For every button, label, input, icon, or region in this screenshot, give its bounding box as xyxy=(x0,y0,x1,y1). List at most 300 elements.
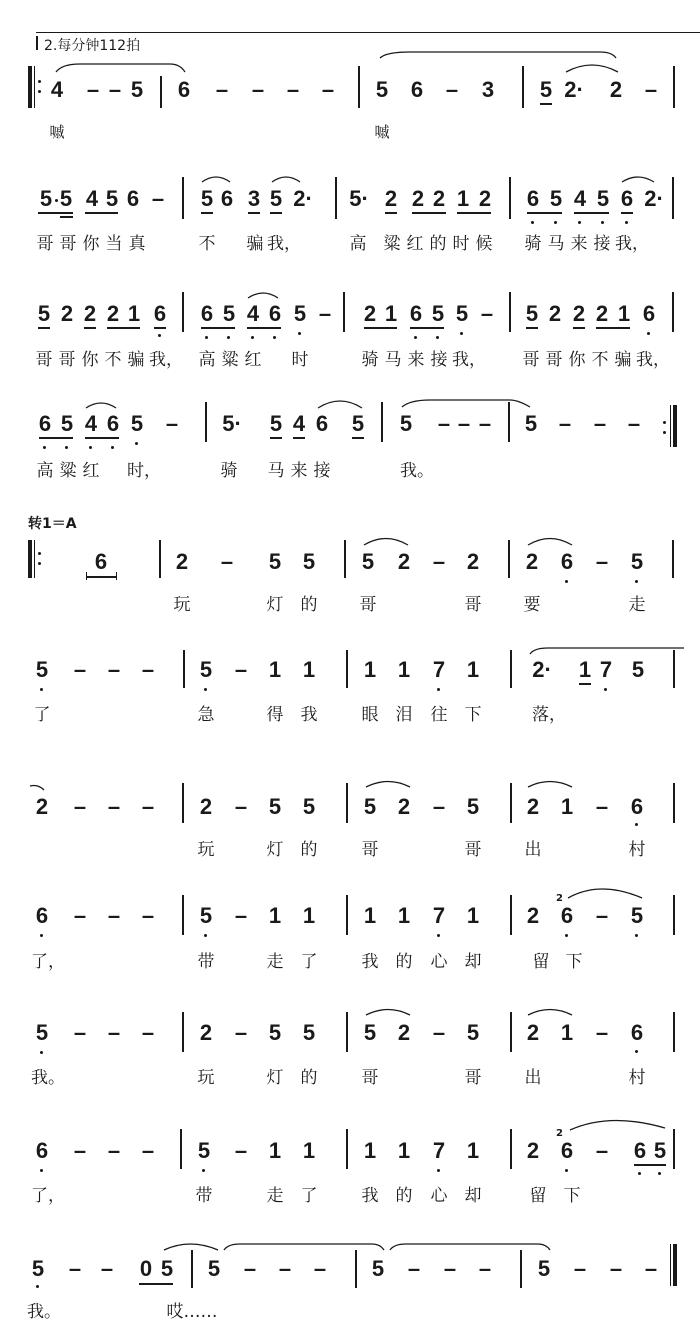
lyric: 落， xyxy=(532,705,566,725)
lyric: 灯 xyxy=(266,1068,284,1088)
note: 2 xyxy=(384,186,398,211)
lyric: 哥 xyxy=(464,1068,482,1088)
lyric: 接 xyxy=(313,461,331,481)
lyric: 来 xyxy=(407,350,425,370)
note: 7 xyxy=(599,657,613,682)
lyric: 出 xyxy=(524,840,542,860)
note: 2 xyxy=(199,1020,213,1045)
lyric: 我 xyxy=(361,952,379,972)
note: 5 xyxy=(268,794,282,819)
dash: – xyxy=(443,1256,457,1281)
note: 6 xyxy=(560,549,574,574)
dash: – xyxy=(73,657,87,682)
dash: – xyxy=(595,1138,609,1163)
note: 5 xyxy=(302,1020,316,1045)
lyric: 高 xyxy=(36,461,54,481)
note: 2 xyxy=(466,549,480,574)
lyric: 却 xyxy=(464,952,482,972)
slur xyxy=(202,177,230,182)
dash: – xyxy=(234,1020,248,1045)
note: 1 xyxy=(617,301,631,326)
lyric: 我， xyxy=(452,350,486,370)
dash: – xyxy=(151,186,165,211)
note: 5 xyxy=(37,301,51,326)
lyric: 我。 xyxy=(31,1068,65,1088)
lyric: 嘁 xyxy=(49,123,65,141)
note: 5 xyxy=(199,657,213,682)
dash: – xyxy=(595,903,609,928)
lyric: 高 xyxy=(198,350,216,370)
dash: – xyxy=(107,794,121,819)
dash: – xyxy=(644,77,658,102)
slur xyxy=(528,1010,572,1016)
note: 5 xyxy=(431,301,445,326)
note: 5 xyxy=(293,301,307,326)
lyric: 的 xyxy=(395,1186,413,1206)
note: 2 xyxy=(526,903,540,928)
note: 1 xyxy=(560,794,574,819)
note: 1 xyxy=(363,657,377,682)
note: 5 xyxy=(525,301,539,326)
lyric: 高 xyxy=(349,234,367,254)
dash: – xyxy=(108,77,122,102)
note: 2 xyxy=(525,549,539,574)
lyric: 骑 xyxy=(524,234,542,254)
note: 6 xyxy=(200,301,214,326)
note: 5 xyxy=(130,411,144,436)
slur xyxy=(56,64,185,72)
dash: – xyxy=(437,411,451,436)
note: 5 xyxy=(363,794,377,819)
note: 4 xyxy=(84,411,98,436)
note: 7 xyxy=(432,657,446,682)
dash: – xyxy=(220,549,234,574)
lyric: 眼 xyxy=(361,705,379,725)
note: 6 xyxy=(409,301,423,326)
note: 5 xyxy=(269,186,283,211)
note: 2 xyxy=(397,1020,411,1045)
lyric: 泪 xyxy=(395,705,413,725)
note: 6 xyxy=(268,301,282,326)
note: 6 xyxy=(620,186,634,211)
note: 5 xyxy=(269,411,283,436)
slur xyxy=(528,782,572,788)
slur xyxy=(366,782,410,788)
lyric: 来 xyxy=(290,461,308,481)
note: 2 xyxy=(548,301,562,326)
lyric: 不 xyxy=(104,350,122,370)
dash: – xyxy=(478,411,492,436)
slur xyxy=(164,1244,218,1250)
note: 6 xyxy=(38,411,52,436)
lyric: 红 xyxy=(244,350,262,370)
note: 2· xyxy=(644,186,664,211)
note: 1 xyxy=(466,657,480,682)
note: 5 xyxy=(59,186,73,211)
lyric: 哎…… xyxy=(166,1302,218,1322)
note: 1 xyxy=(397,657,411,682)
slur xyxy=(566,65,618,72)
note: 0 xyxy=(139,1256,153,1281)
lyric: 你 xyxy=(568,350,586,370)
note: 1 xyxy=(363,1138,377,1163)
dash: – xyxy=(573,1256,587,1281)
dash: – xyxy=(141,657,155,682)
lyric: 嘁 xyxy=(374,123,390,141)
note: 2 xyxy=(478,186,492,211)
lyric: 哥 xyxy=(361,1068,379,1088)
note: 2 xyxy=(572,301,586,326)
dash: – xyxy=(457,411,471,436)
dash: – xyxy=(107,1020,121,1045)
note: 2 xyxy=(35,794,49,819)
note: 1 xyxy=(127,301,141,326)
note: 6 xyxy=(177,77,191,102)
dash: – xyxy=(234,1138,248,1163)
lyric: 候 xyxy=(475,234,493,254)
note: 5 xyxy=(160,1256,174,1281)
slur xyxy=(380,52,616,58)
note: 5 xyxy=(35,1020,49,1045)
note: 5 xyxy=(105,186,119,211)
note: 2 xyxy=(106,301,120,326)
lyric: 哥 xyxy=(59,234,77,254)
dash: – xyxy=(73,794,87,819)
lyric: 我 xyxy=(361,1186,379,1206)
lyric: 了 xyxy=(300,1186,318,1206)
lyric: 的 xyxy=(300,595,318,615)
lyric: 时 xyxy=(452,234,470,254)
lyric: 留 xyxy=(532,952,550,972)
dash: – xyxy=(141,1020,155,1045)
note: 6 xyxy=(630,1020,644,1045)
dash: – xyxy=(141,794,155,819)
lyric: 带 xyxy=(197,952,215,972)
dash: – xyxy=(478,1256,492,1281)
slur xyxy=(366,1010,410,1016)
slur xyxy=(530,648,684,654)
lyric: 红 xyxy=(406,234,424,254)
dash: – xyxy=(243,1256,257,1281)
dash: – xyxy=(165,411,179,436)
note: 5 xyxy=(35,657,49,682)
slur xyxy=(568,889,642,898)
dash: – xyxy=(68,1256,82,1281)
dash: – xyxy=(321,77,335,102)
note: 5 xyxy=(207,1256,221,1281)
note: 5 xyxy=(455,301,469,326)
note: 5 xyxy=(199,903,213,928)
lyric: 马 xyxy=(384,350,402,370)
note: 1 xyxy=(397,1138,411,1163)
dash: – xyxy=(609,1256,623,1281)
note: 1 xyxy=(268,657,282,682)
slur xyxy=(364,539,408,546)
lyric: 了 xyxy=(33,705,51,725)
slur xyxy=(390,1244,550,1250)
lyric: 粱 xyxy=(383,234,401,254)
lyric: 走 xyxy=(266,952,284,972)
dash: – xyxy=(73,1138,87,1163)
note: 6 xyxy=(560,1138,574,1163)
lyric: 了， xyxy=(31,952,65,972)
note: 3 xyxy=(247,186,261,211)
note: 1 xyxy=(466,1138,480,1163)
lyric: 哥 xyxy=(35,350,53,370)
note: 5 xyxy=(268,549,282,574)
dash: – xyxy=(445,77,459,102)
slur xyxy=(30,786,44,791)
dash: – xyxy=(141,1138,155,1163)
lyric: 粱 xyxy=(221,350,239,370)
lyric: 的 xyxy=(429,234,447,254)
note: 5 xyxy=(351,411,365,436)
lyric: 下 xyxy=(563,1186,581,1206)
lyric: 时 xyxy=(291,350,309,370)
lyric: 村 xyxy=(628,1068,646,1088)
lyric: 急 xyxy=(197,705,215,725)
dash: – xyxy=(107,1138,121,1163)
volta-label: 2.每分钟112拍 xyxy=(44,38,141,54)
note: 2 xyxy=(595,301,609,326)
note: 5 xyxy=(39,186,53,211)
note: 6 xyxy=(35,903,49,928)
dash: – xyxy=(627,411,641,436)
note: 5 xyxy=(222,301,236,326)
note: 1 xyxy=(302,1138,316,1163)
grace-note: 2 xyxy=(556,893,563,904)
lyric: 马 xyxy=(547,234,565,254)
note: 2 xyxy=(397,794,411,819)
note: 1 xyxy=(578,657,592,682)
note: 6 xyxy=(126,186,140,211)
note: 2 xyxy=(411,186,425,211)
lyric: 玩 xyxy=(197,1068,215,1088)
lyric: 当 xyxy=(105,234,123,254)
lyric: 哥 xyxy=(58,350,76,370)
lyric: 粱 xyxy=(59,461,77,481)
lyric: 马 xyxy=(267,461,285,481)
note: 6 xyxy=(220,186,234,211)
lyric: 我 xyxy=(300,705,318,725)
note: 5 xyxy=(302,794,316,819)
dash: – xyxy=(595,1020,609,1045)
dash: – xyxy=(313,1256,327,1281)
note: 1 xyxy=(302,657,316,682)
slur xyxy=(528,539,572,546)
lyric: 不 xyxy=(198,234,216,254)
note: 5 xyxy=(197,1138,211,1163)
dash: – xyxy=(234,903,248,928)
note: 5 xyxy=(466,794,480,819)
lyric: 下 xyxy=(464,705,482,725)
note: 2 xyxy=(526,1138,540,1163)
dash: – xyxy=(141,903,155,928)
note: 5 xyxy=(371,1256,385,1281)
note: 1 xyxy=(560,1020,574,1045)
note: 5 xyxy=(524,411,538,436)
note: 3 xyxy=(481,77,495,102)
note: 5 xyxy=(130,77,144,102)
dash: – xyxy=(234,794,248,819)
note: 6 xyxy=(106,411,120,436)
slur xyxy=(86,403,116,408)
note: 6 xyxy=(560,903,574,928)
lyric: 接 xyxy=(593,234,611,254)
lyric: 哥 xyxy=(522,350,540,370)
note: 5 xyxy=(363,1020,377,1045)
note: 2 xyxy=(199,794,213,819)
lyric: 哥 xyxy=(36,234,54,254)
lyric: 我， xyxy=(267,234,301,254)
dash: – xyxy=(318,301,332,326)
note: 2 xyxy=(397,549,411,574)
dash: – xyxy=(595,549,609,574)
dash: – xyxy=(432,794,446,819)
lyric: 灯 xyxy=(266,840,284,860)
lyric: 心 xyxy=(430,1186,448,1206)
note: 5 xyxy=(549,186,563,211)
note: 1 xyxy=(268,903,282,928)
lyric: 带 xyxy=(195,1186,213,1206)
note: 5 xyxy=(631,657,645,682)
note: 2 xyxy=(432,186,446,211)
dash: – xyxy=(407,1256,421,1281)
lyric: 骑 xyxy=(220,461,238,481)
lyric: 哥 xyxy=(361,840,379,860)
note: 7 xyxy=(432,903,446,928)
dash: – xyxy=(73,903,87,928)
dash: – xyxy=(73,1020,87,1045)
dash: – xyxy=(595,794,609,819)
lyric: 我， xyxy=(636,350,670,370)
lyric: 往 xyxy=(430,705,448,725)
lyric: 哥 xyxy=(545,350,563,370)
note: 5 xyxy=(653,1138,667,1163)
note: 2 xyxy=(526,1020,540,1045)
lyric: 了 xyxy=(300,952,318,972)
lyric: 骗 xyxy=(127,350,145,370)
slur xyxy=(402,400,530,407)
lyric: 我。 xyxy=(400,461,434,481)
lyric: 灯 xyxy=(266,595,284,615)
note: 2· xyxy=(293,186,313,211)
dash: – xyxy=(278,1256,292,1281)
note: 5 xyxy=(302,549,316,574)
lyric: 玩 xyxy=(197,840,215,860)
note: 5 xyxy=(399,411,413,436)
note: 1 xyxy=(384,301,398,326)
note: 5 xyxy=(31,1256,45,1281)
note: 5 xyxy=(268,1020,282,1045)
note: 1 xyxy=(466,903,480,928)
slur xyxy=(272,177,300,182)
note: 2· xyxy=(564,77,584,102)
lyric: 下 xyxy=(565,952,583,972)
slur xyxy=(318,401,362,408)
dash: – xyxy=(432,549,446,574)
lyric: 红 xyxy=(82,461,100,481)
lyric: 我， xyxy=(149,350,183,370)
note: 2 xyxy=(83,301,97,326)
note: 5 xyxy=(466,1020,480,1045)
lyric: 得 xyxy=(266,705,284,725)
slur xyxy=(570,1120,665,1130)
lyric: 来 xyxy=(570,234,588,254)
dash: – xyxy=(251,77,265,102)
lyric: 走 xyxy=(628,595,646,615)
lyric: 骑 xyxy=(361,350,379,370)
note: 1 xyxy=(268,1138,282,1163)
note: 5 xyxy=(361,549,375,574)
note: 1 xyxy=(363,903,377,928)
note: 2· xyxy=(532,657,552,682)
lyric: 真 xyxy=(128,234,146,254)
lyric: 却 xyxy=(464,1186,482,1206)
note: 5 xyxy=(375,77,389,102)
dash: – xyxy=(234,657,248,682)
note: 6 xyxy=(642,301,656,326)
lyric: 的 xyxy=(300,1068,318,1088)
note: 6 xyxy=(153,301,167,326)
dash: – xyxy=(286,77,300,102)
note: 2 xyxy=(609,77,623,102)
lyric: 哥 xyxy=(359,595,377,615)
lyric: 你 xyxy=(81,350,99,370)
lyric: 骗 xyxy=(246,234,264,254)
note: 2 xyxy=(60,301,74,326)
dash: – xyxy=(107,657,121,682)
note: 6 xyxy=(410,77,424,102)
lyric: 村 xyxy=(628,840,646,860)
note: 5 xyxy=(200,186,214,211)
dash: – xyxy=(107,903,121,928)
dash: – xyxy=(100,1256,114,1281)
lyric: 骗 xyxy=(614,350,632,370)
dash: – xyxy=(644,1256,658,1281)
note: 6 xyxy=(315,411,329,436)
lyric: 的 xyxy=(395,952,413,972)
lyric: 接 xyxy=(430,350,448,370)
dash: – xyxy=(86,77,100,102)
lyric: 玩 xyxy=(173,595,191,615)
note: 6 xyxy=(633,1138,647,1163)
note: 2 xyxy=(175,549,189,574)
slur xyxy=(224,1244,384,1250)
note: 7 xyxy=(432,1138,446,1163)
dash: – xyxy=(215,77,229,102)
note: 6 xyxy=(94,549,108,574)
note: 5 xyxy=(539,77,553,102)
note: 2 xyxy=(526,794,540,819)
lyric: 出 xyxy=(524,1068,542,1088)
lyric: 的 xyxy=(300,840,318,860)
lyric: 我。 xyxy=(27,1302,61,1322)
lyric: 走 xyxy=(266,1186,284,1206)
lyric: 了， xyxy=(31,1186,65,1206)
note: 4 xyxy=(246,301,260,326)
lyric: 不 xyxy=(591,350,609,370)
note: 5· xyxy=(349,186,369,211)
note: 6 xyxy=(526,186,540,211)
note: 4 xyxy=(50,77,64,102)
note: 1 xyxy=(397,903,411,928)
dash: – xyxy=(558,411,572,436)
note: 1 xyxy=(302,903,316,928)
note: 2 xyxy=(363,301,377,326)
note: 1 xyxy=(456,186,470,211)
note: 5 xyxy=(537,1256,551,1281)
